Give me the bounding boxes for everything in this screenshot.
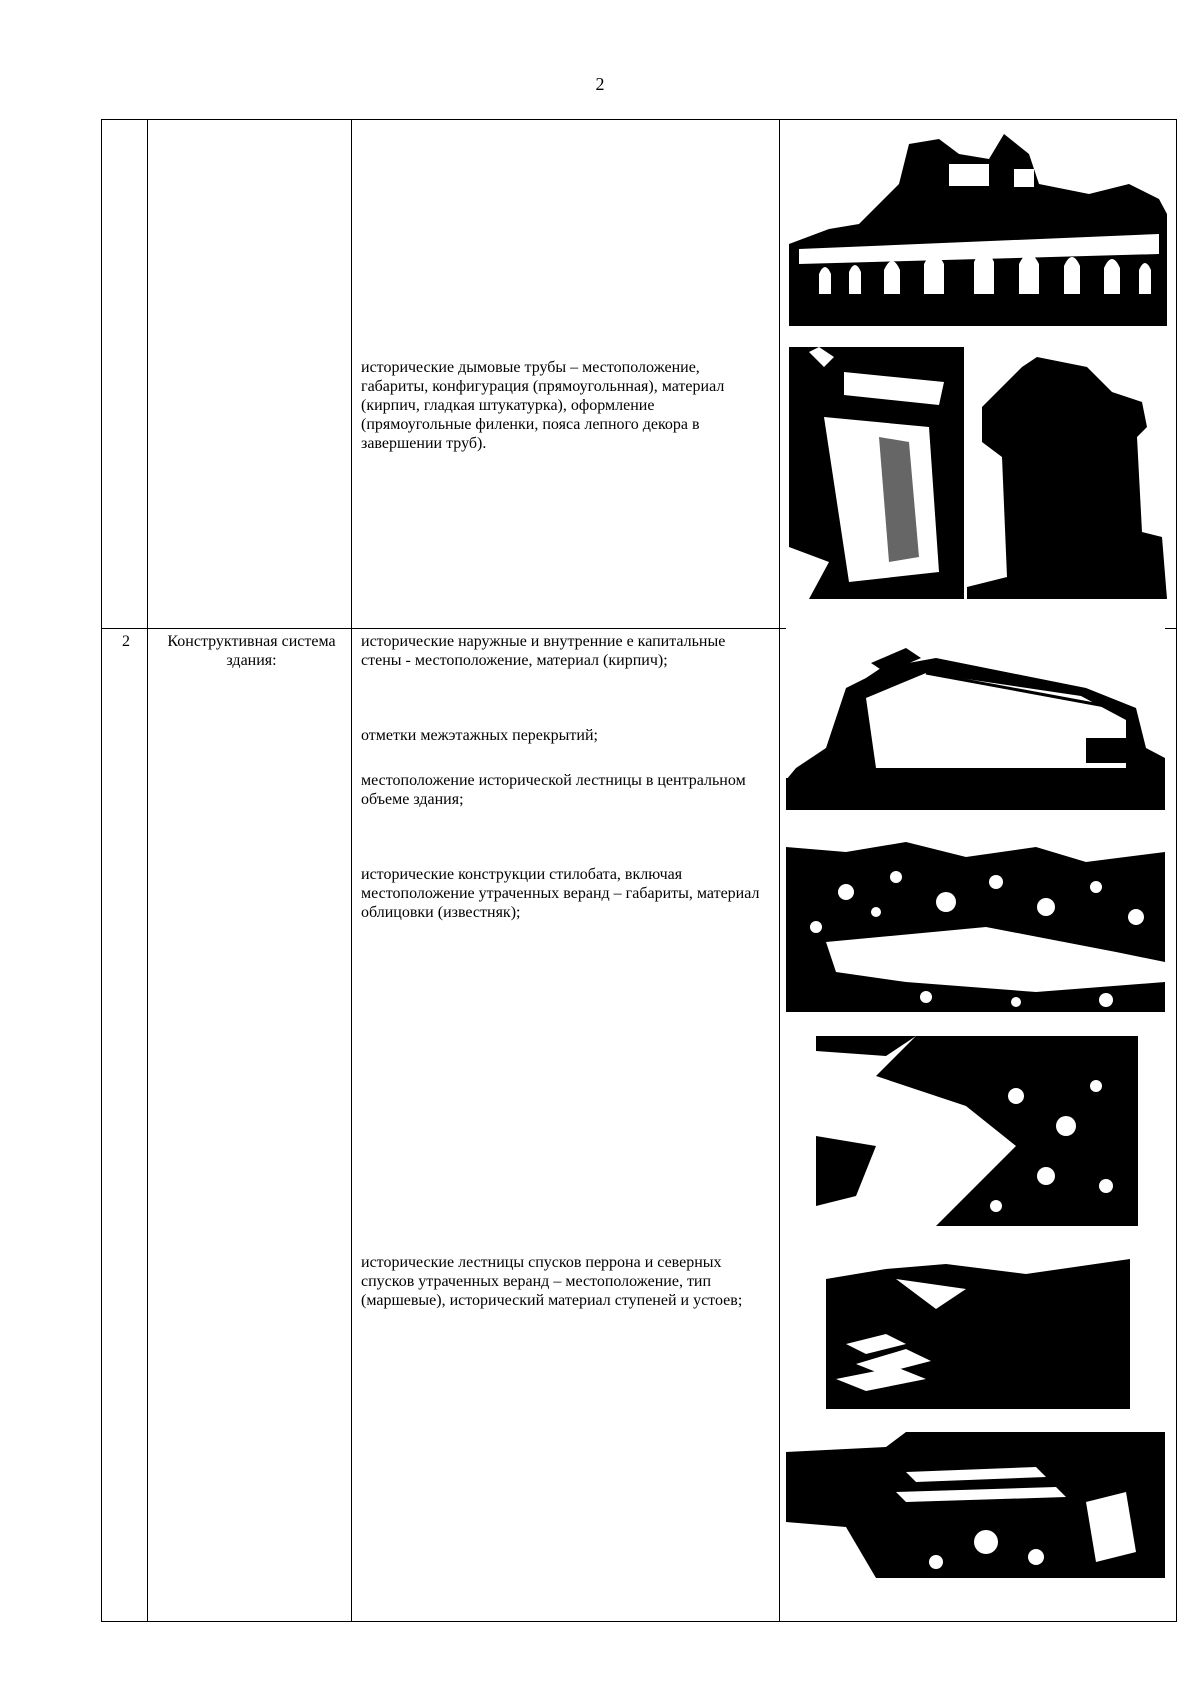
- facade-photo: [789, 124, 1167, 326]
- feature-text: исторические дымовые трубы – местоположение, габариты, конфигурация (прямоугольнная), материал (кирпич, гладкая штукатурка), оформление (прямоугольные филенки, пояса лепного декора в завершении труб).: [361, 359, 725, 452]
- stylobate-photo: [786, 832, 1165, 1012]
- stairs-photo: [826, 1249, 1130, 1409]
- row-number: 2: [122, 633, 130, 650]
- column-divider: [351, 120, 352, 1621]
- row-name: Конструктивная система здания:: [167, 633, 336, 669]
- feature-text: отметки межэтажных перекрытий;: [361, 727, 598, 744]
- page-number: 2: [595, 74, 605, 94]
- feature-text: исторические конструкции стилобата, включая местоположение утраченных веранд – габариты, материал облицовки (известняк);: [361, 866, 760, 921]
- chimney-photo-right: [967, 347, 1167, 599]
- stairs-photo-2: [786, 1432, 1165, 1578]
- feature-text: местоположение исторической лестницы в центральном объеме здания;: [361, 772, 746, 808]
- wall-photo: [786, 628, 1165, 810]
- feature-text: исторические наружные и внутренние е капитальные стены - местоположение, материал (кирпич);: [361, 633, 726, 669]
- chimney-photo-left: [789, 347, 964, 599]
- stylobate-photo-2: [816, 1036, 1138, 1226]
- column-divider: [147, 120, 148, 1621]
- feature-text: исторические лестницы спусков перрона и северных спусков утраченных веранд – местоположение, тип (маршевые), исторический материал ступеней и устоев;: [361, 1254, 743, 1309]
- column-divider: [779, 120, 780, 1621]
